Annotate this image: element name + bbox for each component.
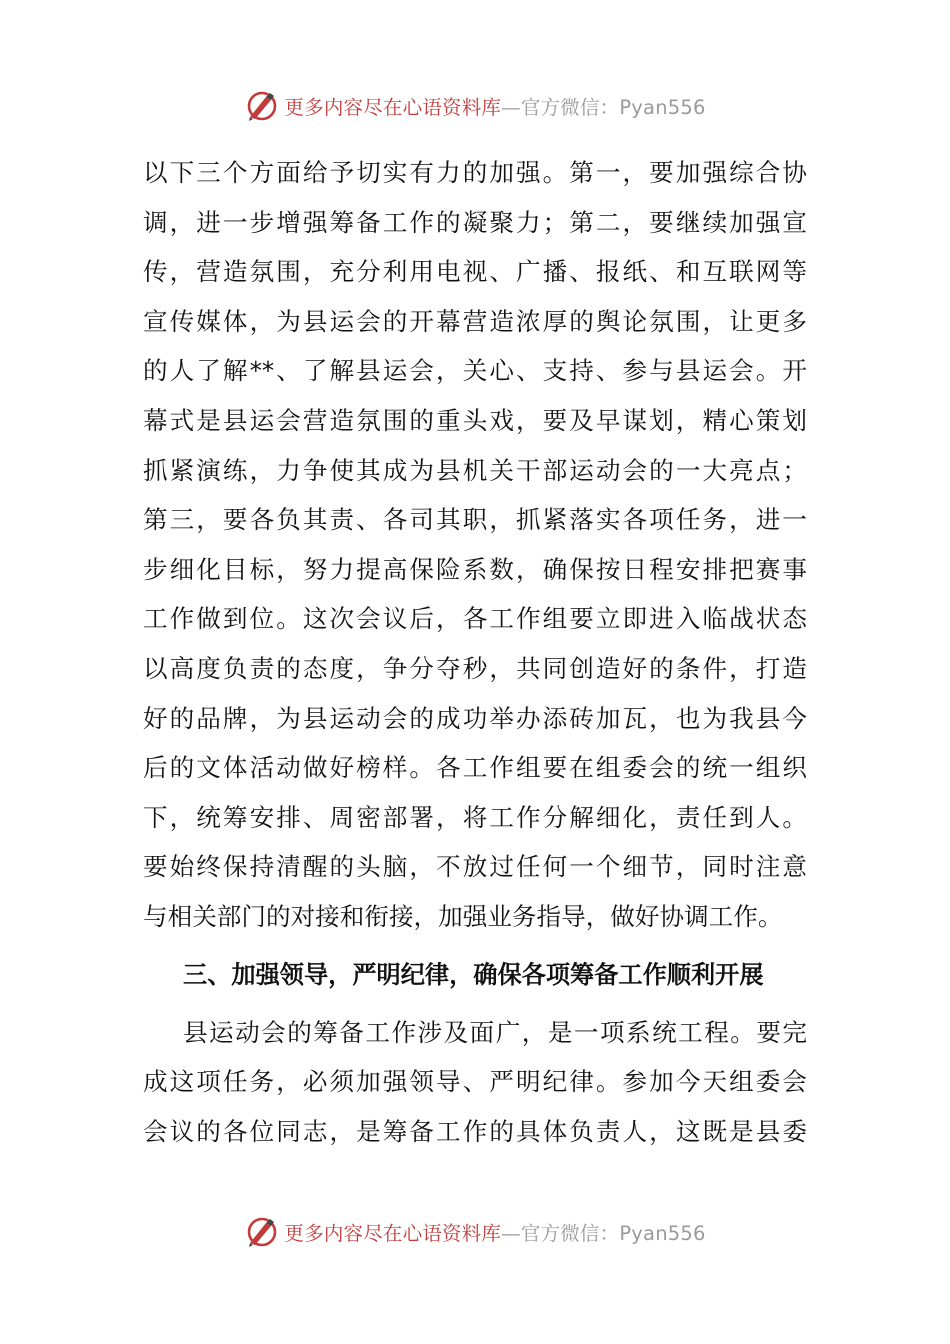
text-line: 成这项任务，必须加强领导、严明纪律。参加今天组委会	[143, 1067, 807, 1097]
text-line: 后的文体活动做好榜样。各工作组要在组委会的统一组织	[143, 753, 807, 783]
footer-banner	[0, 1210, 950, 1254]
text-line: 工作做到位。这次会议后，各工作组要立即进入临战状态	[143, 604, 807, 634]
brand-text: 更多内容尽在心语资料库	[284, 1222, 502, 1245]
text-line: 幕式是县运会营造氛围的重头戏，要及早谋划，精心策划	[143, 405, 807, 435]
text-line: 好的品牌，为县运动会的成功举办添砖加瓦，也为我县今	[143, 703, 807, 733]
header-banner	[0, 84, 950, 128]
wechat-id: Pyan556	[619, 1222, 706, 1245]
text-line: 以高度负责的态度，争分夺秒，共同创造好的条件，打造	[143, 653, 807, 683]
text-line: 以下三个方面给予切实有力的加强。第一，要加强综合协	[143, 158, 807, 187]
text-line: 的人了解**、了解县运会，关心、支持、参与县运会。开	[143, 356, 807, 386]
text-line: 步细化目标，努力提高保险系数，确保按日程安排把赛事	[143, 554, 807, 584]
text-line: 宣传媒体，为县运会的开幕营造浓厚的舆论氛围，让更多	[143, 306, 807, 336]
section-heading: 三、加强领导，严明纪律，确保各项筹备工作顺利开展	[183, 960, 764, 989]
paragraph-2	[143, 1008, 807, 1157]
pen-logo-icon	[244, 88, 280, 124]
wechat-id: Pyan556	[619, 96, 706, 119]
text-line: 会议的各位同志，是筹备工作的具体负责人，这既是县委	[143, 1116, 807, 1146]
brand-text: 更多内容尽在心语资料库	[284, 96, 502, 119]
text-line: 与相关部门的对接和衔接，加强业务指导，做好协调工作。	[143, 901, 783, 931]
text-line: 要始终保持清醒的头脑，不放过任何一个细节，同时注意	[143, 852, 807, 882]
wechat-label: 官方微信：	[520, 96, 620, 119]
text-line: 县运动会的筹备工作涉及面广，是一项系统工程。要完	[183, 1017, 807, 1047]
separator: —	[501, 1222, 521, 1245]
text-line: 传，营造氛围，充分利用电视、广播、报纸、和互联网等	[143, 257, 807, 287]
separator: —	[501, 96, 521, 119]
text-line: 下，统筹安排、周密部署，将工作分解细化，责任到人。	[143, 802, 807, 832]
pen-logo-icon	[244, 1214, 280, 1250]
banner-text	[284, 92, 705, 120]
text-line: 第三，要各负其责、各司其职，抓紧落实各项任务，进一	[143, 505, 807, 535]
text-line: 调，进一步增强筹备工作的凝聚力；第二，要继续加强宣	[143, 207, 807, 237]
text-line: 抓紧演练，力争使其成为县机关干部运动会的一大亮点；	[143, 455, 807, 485]
document-body	[143, 148, 807, 1156]
paragraph-1	[143, 148, 807, 942]
wechat-label: 官方微信：	[520, 1222, 620, 1245]
banner-text	[284, 1218, 705, 1246]
